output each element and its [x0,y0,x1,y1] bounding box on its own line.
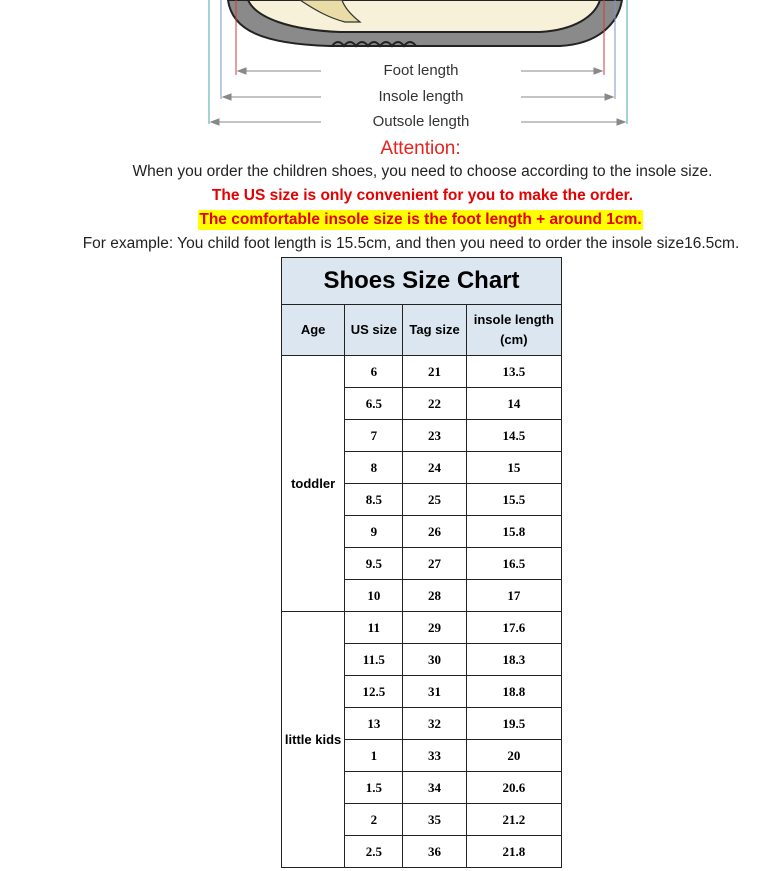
tag-size-cell: 36 [403,836,466,868]
note-comfortable-size: The comfortable insole size is the foot length + around 1cm. [199,211,642,228]
tag-size-cell: 23 [403,420,466,452]
foot-length-label: Foot length [321,62,521,79]
note-insole-instruction: When you order the children shoes, you need to choose according to the insole size. [132,163,713,180]
insole-size-cell: 19.5 [466,708,561,740]
insole-size-cell: 14.5 [466,420,561,452]
us-size-cell: 10 [345,580,403,612]
table-row [282,356,562,388]
insole-size-cell: 20 [466,740,561,772]
insole-size-cell: 17 [466,580,561,612]
tag-size-cell: 22 [403,388,466,420]
us-size-cell: 2 [345,804,403,836]
us-size-cell: 8.5 [345,484,403,516]
us-size-cell: 1.5 [345,772,403,804]
tag-size-cell: 27 [403,548,466,580]
us-size-cell: 2.5 [345,836,403,868]
insole-size-cell: 14 [466,388,561,420]
tag-size-cell: 28 [403,580,466,612]
size-chart-table [281,257,562,868]
insole-size-cell: 20.6 [466,772,561,804]
us-size-cell: 9 [345,516,403,548]
insole-size-cell: 15 [466,452,561,484]
us-size-cell: 1 [345,740,403,772]
age-group-cell: toddler [282,356,345,612]
insole-size-cell: 13.5 [466,356,561,388]
table-row [282,612,562,644]
insole-size-cell: 17.6 [466,612,561,644]
tag-size-cell: 24 [403,452,466,484]
us-size-cell: 11.5 [345,644,403,676]
insole-size-cell: 16.5 [466,548,561,580]
us-size-cell: 8 [345,452,403,484]
tag-size-cell: 21 [403,356,466,388]
insole-size-cell: 21.8 [466,836,561,868]
insole-size-cell: 21.2 [466,804,561,836]
age-group-cell: little kids [282,612,345,868]
tag-size-cell: 32 [403,708,466,740]
size-chart-body [282,356,562,868]
tag-size-cell: 35 [403,804,466,836]
attention-heading: Attention: [380,138,461,159]
header-insole-length: insole length (cm) [466,305,561,356]
tag-size-cell: 30 [403,644,466,676]
tag-size-cell: 31 [403,676,466,708]
header-tag-size: Tag size [403,305,466,356]
size-chart-title: Shoes Size Chart [282,258,562,305]
us-size-cell: 13 [345,708,403,740]
insole-length-label: Insole length [321,88,521,105]
tag-size-cell: 25 [403,484,466,516]
tag-size-cell: 33 [403,740,466,772]
outsole-length-label: Outsole length [321,113,521,130]
insole-size-cell: 18.3 [466,644,561,676]
insole-size-cell: 15.5 [466,484,561,516]
us-size-cell: 6.5 [345,388,403,420]
us-size-cell: 6 [345,356,403,388]
shoe-insole-shape [248,0,600,32]
us-size-cell: 9.5 [345,548,403,580]
us-size-cell: 11 [345,612,403,644]
tag-size-cell: 29 [403,612,466,644]
note-example: For example: You child foot length is 15.5cm, and then you need to order the insole size16.5cm. [82,235,740,252]
tag-size-cell: 26 [403,516,466,548]
note-us-size: The US size is only convenient for you to make the order. [211,187,634,204]
us-size-cell: 7 [345,420,403,452]
insole-size-cell: 15.8 [466,516,561,548]
us-size-cell: 12.5 [345,676,403,708]
header-age: Age [282,305,345,356]
tag-size-cell: 34 [403,772,466,804]
header-us-size: US size [345,305,403,356]
insole-size-cell: 18.8 [466,676,561,708]
